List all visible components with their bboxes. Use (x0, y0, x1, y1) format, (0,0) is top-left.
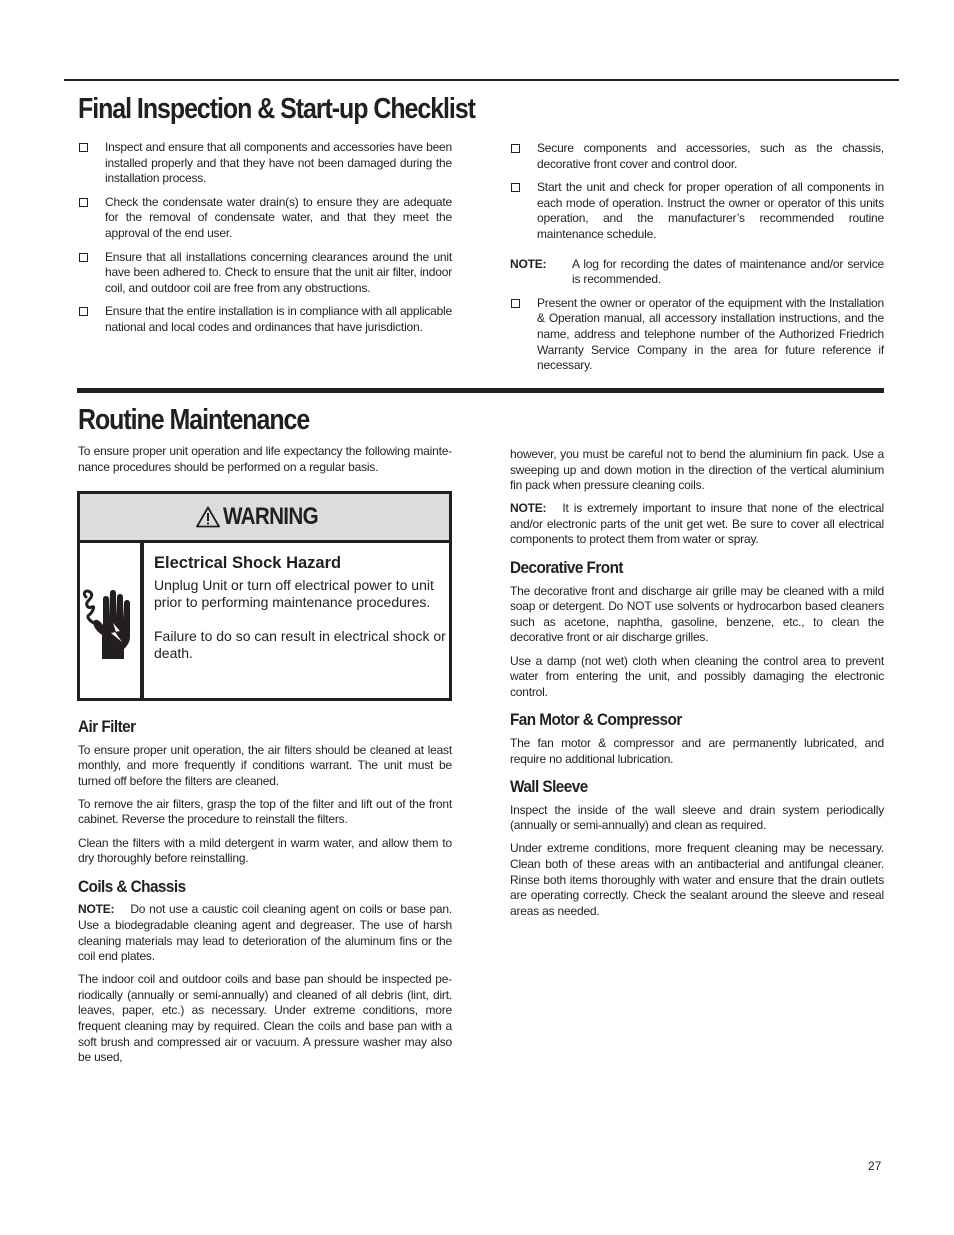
fan-motor-heading: Fan Motor & Compressor (510, 710, 682, 730)
maintenance-intro: To ensure proper unit operation and life expectancy the following mainte-nance procedures should be performed on a regular basis. (78, 444, 452, 474)
checklist-note: NOTE: A log for recording the dates of maintenance and/or service is recommended. (510, 256, 884, 287)
checklist-item: Ensure that all installations concerning clearances around the unit have been adhered to. Check to ensure that the unit air filter, indoor coil, and outdoor coil are free from any obstructions. (78, 250, 452, 297)
maintenance-left-lower (78, 709, 452, 1073)
paragraph: Inspect the inside of the wall sleeve and drain system periodically (annually or semi-annually) and clean as required. (510, 802, 884, 833)
checkbox-icon (79, 143, 88, 152)
warning-triangle-icon (196, 506, 220, 528)
coils-note: NOTE: Do not use a caustic coil cleaning agent on coils or base pan. Use a biodegradable cleaning agent and degreaser. The use of harsh cleaning materials may lead to deterioration of the aluminum fins or the coil end plates. (78, 902, 452, 964)
paragraph: To remove the air filters, grasp the top of the filter and lift out of the front cabinet. Reverse the procedure to reinstall the filters. (78, 796, 452, 827)
paragraph: however, you must be careful not to bend the aluminium fin pack. Use a sweeping up and down motion in the direction of the vertical aluminium fin pack when pressure cleaning coils. (510, 447, 884, 493)
checklist-item: Ensure that the entire installation is in compliance with all applicable national and local codes and ordinances that have jurisdiction. (78, 304, 452, 335)
page-number: 27 (868, 1159, 882, 1173)
maintenance-right-column (510, 447, 884, 927)
checklist-item: Check the condensate water drain(s) to ensure they are adequate for the removal of condensate water, and that they meet the approval of the end user. (78, 195, 452, 242)
checkbox-icon (511, 183, 520, 192)
checkbox-icon (511, 144, 520, 153)
hazard-title: Electrical Shock Hazard (154, 554, 342, 572)
warning-header (80, 494, 449, 543)
coils-heading: Coils & Chassis (78, 876, 186, 896)
warning-message: Unplug Unit or turn off electrical power to unit prior to performing maintenance procedures. (154, 577, 434, 610)
checkbox-icon (79, 253, 88, 262)
warning-consequence: Failure to do so can result in electrical shock or death. (154, 628, 446, 661)
paragraph: Clean the filters with a mild detergent in warm water, and allow them to dry thoroughly before reinstalling. (78, 835, 452, 866)
electric-shock-hand-icon (80, 579, 140, 663)
checkbox-icon (511, 299, 520, 308)
coils-note-2: NOTE: It is extremely important to insure that none of the electrical and/or electronic parts of the unit get wet. Be sure to cover all electrical components to protect them from water or spray. (510, 501, 884, 547)
air-filter-heading: Air Filter (78, 717, 136, 736)
checkbox-icon (79, 307, 88, 316)
paragraph: The fan motor & compressor and are permanently lubricated, and require no additional lubrication. (510, 735, 884, 766)
checklist-item: Present the owner or operator of the equipment with the Installation & Operation manual, all accessory installation instructions, and the name, address and telephone number of the Authorized Friedrich Warranty Service Company in the area for future reference if necessary. (510, 296, 884, 374)
section-rule (77, 388, 884, 393)
checklist-item: Inspect and ensure that all components and accessories have been installed properly and that they have not been damaged during the installation process. (78, 140, 452, 187)
warning-icon-cell (80, 543, 144, 698)
paragraph: To ensure proper unit operation, the air filters should be cleaned at least monthly, and more frequently if conditions warrant. The unit must be turned off before the filters are cleaned. (78, 742, 452, 788)
decorative-front-heading: Decorative Front (510, 558, 623, 578)
paragraph: Use a damp (not wet) cloth when cleaning the control area to prevent water from entering the unit, and possibly damaging the electronic control. (510, 653, 884, 699)
warning-box (77, 491, 452, 701)
checklist-title: Final Inspection & Start-up Checklist (78, 93, 475, 125)
checklist-item: Start the unit and check for proper operation of all components in each mode of operation. Instruct the owner or operator of this units operation, and the manufacturer’s recommended routine maintenance schedule. (510, 180, 884, 242)
paragraph: Under extreme conditions, more frequent cleaning may be necessary. Clean both of these areas with an antibacterial and antifungal cleaner. Rinse both items thoroughly with water and ensure that the drain outlets are operating correctly. Check the sealant around the sleeve and reseal areas as needed. (510, 841, 884, 918)
maintenance-title: Routine Maintenance (78, 404, 310, 436)
paragraph: The indoor coil and outdoor coils and base pan should be inspected pe-riodically (annually or semi-annually) and cleaned of all debris (lint, dirt. leaves, paper, etc.) as necessary. Under extreme conditions, more frequent cleaning may by required. Clean the coils and base pan with a soft brush and compressed air or vacuum. A pressure washer may also be used, (78, 972, 452, 1065)
warning-heading: WARNING (222, 503, 318, 530)
paragraph: The decorative front and discharge air grille may be cleaned with a mild soap or detergent. Do NOT use solvents or hydrocarbon based cleaners such as acetone, naphtha, gasoline, benzene, etc., to clean the decorative front or air discharge grilles. (510, 583, 884, 645)
checkbox-icon (79, 198, 88, 207)
maintenance-left-column (78, 444, 452, 483)
checklist-left-column (78, 140, 452, 344)
checklist-right-column (510, 141, 884, 382)
checklist-item: Secure components and accessories, such as the chassis, decorative front cover and control door. (510, 141, 884, 172)
top-rule (64, 79, 899, 81)
wall-sleeve-heading: Wall Sleeve (510, 777, 588, 797)
